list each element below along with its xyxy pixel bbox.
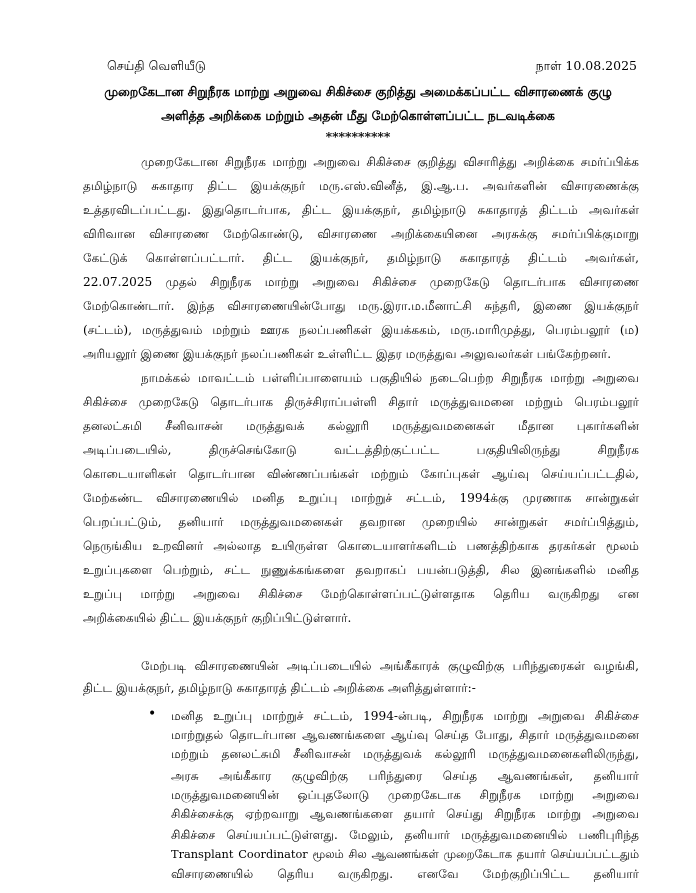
paragraph-line: கொடையாளிகள் தொடர்பான விண்ணப்பங்கள் மற்றும் கோப்புகள் ஆய்வு செய்யப்பட்டதில், xyxy=(83,467,639,481)
bullet-line: மருத்துவமனையின் ஒப்புதலோடு முறைகேடாக சிறுநீரக மாற்று அறுவை xyxy=(171,788,639,802)
paragraph-line: உத்தரவிடப்பட்டது. இதுதொடர்பாக, திட்ட இயக்குநர், தமிழ்நாடு சுகாதாரத் திட்டம் அவர்கள் xyxy=(83,203,639,217)
bullet-line: மாற்றுதல் தொடர்பான ஆவணங்களை ஆய்வு செய்த போது, சிதார் மருத்துவமனை xyxy=(171,728,639,742)
bullet-line: விசாரணையில் தெரிய வருகிறது. எனவே மேற்குறிப்பிட்ட தனியார் xyxy=(171,867,639,881)
bullet-marker: • xyxy=(148,706,157,722)
paragraph-line: மேற்கண்ட விசாரணையில் மனித உறுப்பு மாற்றுச் சட்டம், 1994க்கு முரணாக சான்றுகள் xyxy=(83,491,639,505)
paragraph-line: அரியலூர் இணை இயக்குநர் நலப்பணிகள் உள்ளிட்ட இதர மருத்துவ அலுவலர்கள் பங்கேற்றனர். xyxy=(83,347,612,361)
bullet-line: சிகிச்சை செய்யப்பட்டுள்ளது. மேலும், தனியார் மருத்துவமனையில் பணிபுரிந்த xyxy=(171,828,639,842)
bullet-line: Transplant Coordinator மூலம் சில ஆவணங்கள் முறைகேடாக தயார் செய்யப்பட்டதும் xyxy=(171,847,639,861)
paragraph-line: நெருங்கிய உறவினர் அல்லாத உயிருள்ள கொடையாளர்களிடம் பணத்திற்காக தரகர்கள் மூலம் xyxy=(83,539,639,553)
press-release-label: செய்தி வெளியீடு xyxy=(107,58,206,73)
paragraph-line: 22.07.2025 முதல் சிறுநீரக மாற்று அறுவை சிகிச்சை முறைகேடு தொடர்பாக விசாரணை xyxy=(83,275,639,289)
paragraph-line: அறிக்கையில் திட்ட இயக்குநர் குறிப்பிட்டுள்ளார். xyxy=(83,611,352,625)
paragraph-line: நாமக்கல் மாவட்டம் பள்ளிப்பாளையம் பகுதியில் நடைபெற்ற சிறுநீரக மாற்று அறுவை xyxy=(141,371,639,385)
paragraph-line: (சட்டம்), மருத்துவம் மற்றும் ஊரக நலப்பணிகள் இயக்ககம், மரு.மாரிமுத்து, பெரம்பலூர் (ம) xyxy=(83,323,639,337)
paragraph-line: உறுப்புகளை பெற்றும், சட்ட நுணுக்கங்களை தவறாகப் பயன்படுத்தி, சில இனங்களில் மனித xyxy=(83,563,639,577)
paragraph-line: தமிழ்நாடு சுகாதார திட்ட இயக்குநர் மரு.எஸ்.வினீத், இ.ஆ.ப. அவர்களின் விசாரணைக்கு xyxy=(83,179,639,193)
paragraph-line: உறுப்பு மாற்று அறுவை சிகிச்சை மேற்கொள்ளப்பட்டுள்ளதாக தெரிய வருகிறது என xyxy=(83,587,639,601)
bullet-line: மனித உறுப்பு மாற்றுச் சட்டம், 1994-ன்படி, சிறுநீரக மாற்று அறுவை சிகிச்சை xyxy=(171,709,639,723)
paragraph-line: கேட்டுக் கொள்ளப்பட்டார். திட்ட இயக்குநர், தமிழ்நாடு சுகாதாரத் திட்டம் அவர்கள், xyxy=(83,251,639,265)
title-line-2: அளித்த அறிக்கை மற்றும் அதன் மீது மேற்கொள்ளப்பட்ட நடவடிக்கை xyxy=(161,108,555,123)
title-separator: ********** xyxy=(325,129,391,144)
paragraph-line: விரிவான விசாரணை மேற்கொண்டு, விசாரணை அறிக்கையினை அரசுக்கு சமர்ப்பிக்குமாறு xyxy=(83,227,639,241)
paragraph-line: முறைகேடான சிறுநீரக மாற்று அறுவை சிகிச்சை குறித்து விசாரித்து அறிக்கை சமர்ப்பிக்க xyxy=(141,155,639,169)
bullet-line: சிகிச்சைக்கு ஏற்றவாறு ஆவணங்களை தயார் செய்து சிறுநீரக மாற்று அறுவை xyxy=(171,807,639,821)
paragraph-line: தனலட்சுமி சீனிவாசன் மருத்துவக் கல்லூரி மருத்துவமனைகள் மீதான புகார்களின் xyxy=(83,419,639,433)
paragraph-line: திட்ட இயக்குநர், தமிழ்நாடு சுகாதாரத் திட்டம் அறிக்கை அளித்துள்ளார்:- xyxy=(83,681,476,695)
paragraph-line: மேற்படி விசாரணையின் அடிப்படையில் அங்கீகாரக் குழுவிற்கு பரிந்துரைகள் வழங்கி, xyxy=(141,659,639,673)
date-label: நாள் 10.08.2025 xyxy=(535,58,637,73)
bullet-line: மற்றும் தனலட்சுமி சீனிவாசன் மருத்துவக் கல்லூரி மருத்துவமனைகளிலிருந்து, xyxy=(171,747,639,761)
paragraph-line: பெறப்பட்டும், தனியார் மருத்துவமனைகள் தவறான முறையில் சான்றுகள் சமர்ப்பித்தும், xyxy=(83,515,639,529)
paragraph-line: மேற்கொண்டார். இந்த விசாரணையின்போது மரு.இரா.ம.மீனாட்சி சுந்தரி, இணை இயக்குநர் xyxy=(83,299,639,313)
paragraph-line: அடிப்படையில், திருச்செங்கோடு வட்டத்திற்குட்பட்ட பகுதியிலிருந்து சிறுநீரக xyxy=(83,443,639,457)
title-line-1: முறைகேடான சிறுநீரக மாற்று அறுவை சிகிச்சை குறித்து அமைக்கப்பட்ட விசாரணைக் குழு xyxy=(104,84,612,99)
bullet-line: அரசு அங்கீகார குழுவிற்கு பரிந்துரை செய்த ஆவணங்கள், தனியார் xyxy=(171,769,639,783)
paragraph-line: சிகிச்சை முறைகேடு தொடர்பாக திருச்சிராப்பள்ளி சிதார் மருத்துவமனை மற்றும் பெரம்பலூர் xyxy=(83,395,639,409)
